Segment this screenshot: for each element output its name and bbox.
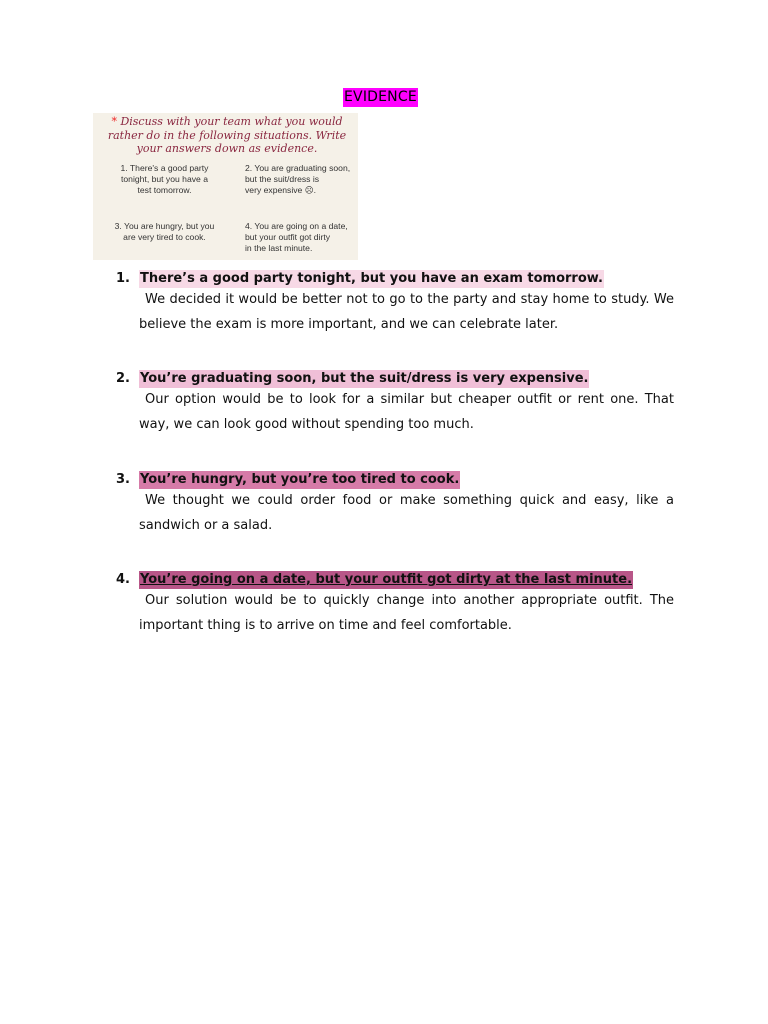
- item-number: 4.: [116, 572, 130, 587]
- situation-1: 1. There's a good party tonight, but you have a test tomorrow.: [120, 163, 209, 195]
- item-answer: We thought we could order food or make something quick and easy, like a sandwich or a salad.: [139, 493, 674, 533]
- item-number: 3.: [116, 472, 130, 487]
- situation-3: 3. You are hungry, but you are very tired to cook.: [114, 221, 215, 242]
- item-question: You’re going on a date, but your outfit got dirty at the last minute.: [140, 572, 633, 587]
- item-question: You’re hungry, but you’re too tired to cook.: [140, 472, 460, 487]
- card-instructions: [99, 115, 355, 156]
- item-answer: Our solution would be to quickly change into another appropriate outfit. The important thing is to arrive on time and feel comfortable.: [139, 593, 674, 633]
- item-number: 1.: [116, 271, 130, 286]
- card-instructions-text: Discuss with your team what you would rather do in the following situations. Write your answers down as evidence.: [107, 115, 347, 155]
- page-title: EVIDENCE: [344, 89, 417, 105]
- situation-2: 2. You are graduating soon, but the suit/dress is very expensive ☹.: [245, 163, 351, 195]
- item-question: There’s a good party tonight, but you have an exam tomorrow.: [140, 271, 603, 286]
- situations-image: [93, 113, 358, 260]
- item-answer: Our option would be to look for a similar but cheaper outfit or rent one. That way, we can look good without spending too much.: [139, 392, 674, 432]
- situation-4: 4. You are going on a date, but your outfit got dirty in the last minute.: [245, 221, 348, 253]
- item-answer: We decided it would be better not to go to the party and stay home to study. We believe the exam is more important, and we can celebrate later.: [139, 292, 674, 332]
- item-number: 2.: [116, 371, 130, 386]
- item-question: You’re graduating soon, but the suit/dress is very expensive.: [140, 371, 589, 386]
- asterisk-marker: *: [111, 115, 117, 128]
